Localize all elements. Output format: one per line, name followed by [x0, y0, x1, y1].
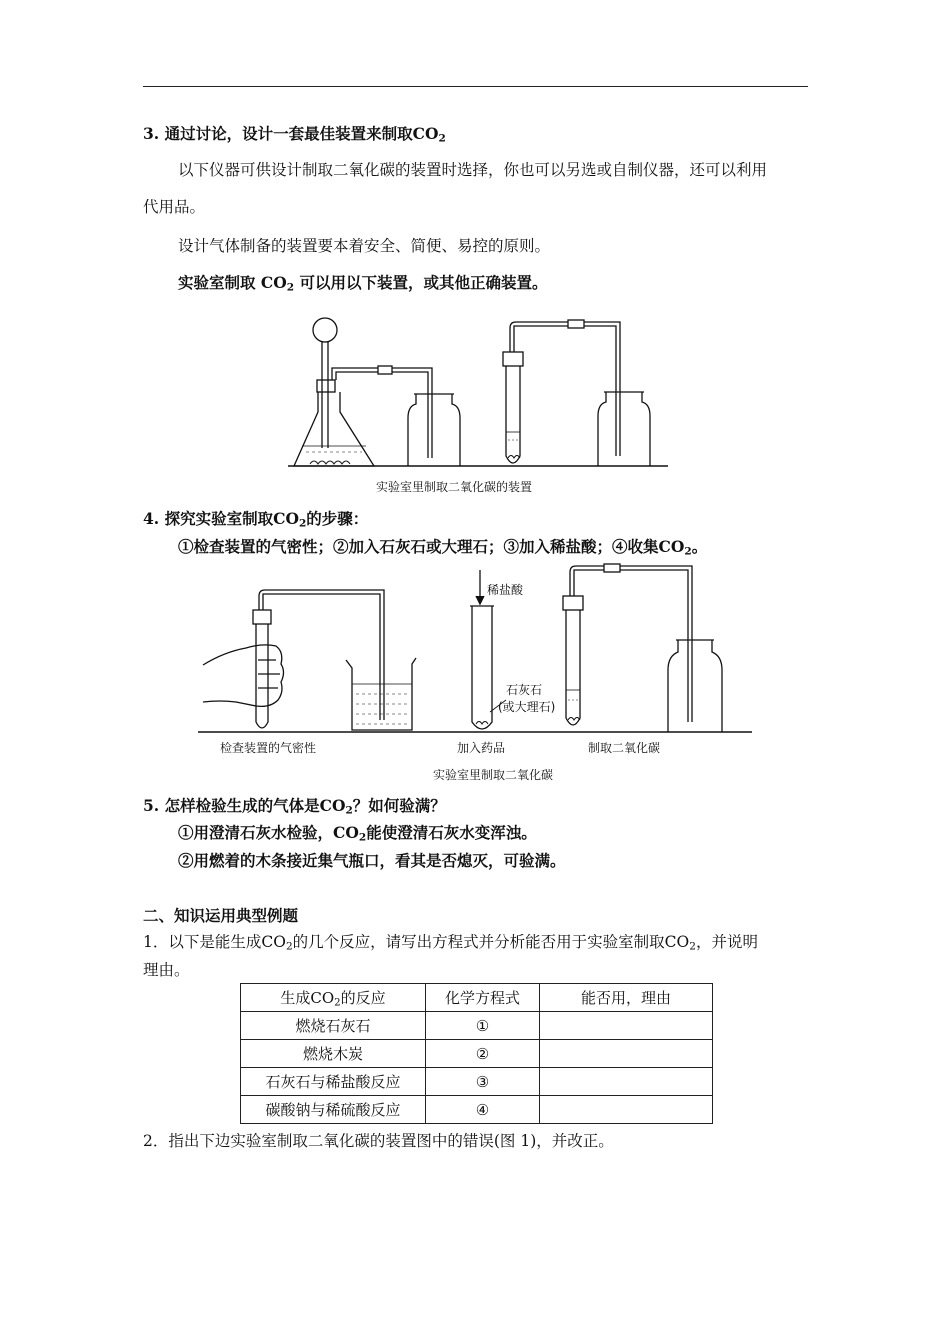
figure-1-caption: 实验室里制取二氧化碳的装置	[375, 480, 533, 494]
section-5-answer-2: ②用燃着的木条接近集气瓶口，看其是否熄灭，可验满。	[178, 851, 566, 870]
header-usable-reason: 能否用，理由	[540, 984, 713, 1012]
section-4-title: 4. 探究实验室制取$CO_2$的步骤：	[143, 509, 369, 530]
reaction-cell: 燃烧木炭	[241, 1040, 426, 1068]
reason-cell[interactable]	[540, 1040, 713, 1068]
question-2: 2．指出下边实验室制取二氧化碳的装置图中的错误(图 1)，并改正。	[143, 1132, 614, 1150]
table-header-row	[241, 984, 713, 1012]
caption-produce-co2: 制取二氧化碳	[587, 741, 661, 755]
caption-check-airtightness: 检查装置的气密性	[219, 741, 317, 755]
section-3-para1: 以下仪器可供设计制取二氧化碳的装置时选择，你也可以另选或自制仪器，还可以利用	[178, 161, 768, 179]
equation-cell[interactable]: ③	[426, 1068, 540, 1096]
table-row	[241, 1068, 713, 1096]
caption-add-reagent: 加入药品	[456, 741, 506, 755]
section-3-para2: 设计气体制备的装置要本着安全、简便、易控的原则。	[178, 237, 551, 255]
question-1: 1．以下是能生成$CO_2$的几个反应，请写出方程式并分析能否用于实验室制取$CO_2$，并说明	[143, 933, 758, 953]
header-reaction: 生成$CO_2$的反应	[241, 984, 426, 1012]
section-5-title: 5. 怎样检验生成的气体是$CO_2$？如何验满？	[143, 796, 446, 817]
stone-label-1: 石灰石	[506, 683, 543, 697]
equation-cell[interactable]: ②	[426, 1040, 540, 1068]
section-3-para1-cont: 代用品。	[143, 198, 206, 216]
test-tube-icon	[253, 590, 384, 728]
section-3-para3: 实验室制取 $CO_2$ 可以用以下装置，或其他正确装置。	[178, 273, 548, 294]
reason-cell[interactable]	[540, 1012, 713, 1040]
reaction-cell: 碳酸钠与稀硫酸反应	[241, 1096, 426, 1124]
reaction-cell: 石灰石与稀盐酸反应	[241, 1068, 426, 1096]
section-3-title: 3. 通过讨论，设计一套最佳装置来制取$CO_2$	[143, 124, 446, 145]
section-4-steps: ①检查装置的气密性；②加入石灰石或大理石；③加入稀盐酸；④收集$CO_2$。	[178, 537, 708, 558]
section-5-answer-1: ①用澄清石灰水检验，$CO_2$能使澄清石灰水变浑浊。	[178, 823, 537, 844]
header-equation: 化学方程式	[426, 984, 540, 1012]
acid-label: 稀盐酸	[487, 583, 524, 597]
beaker-icon	[346, 658, 416, 730]
figure-2-caption: 实验室里制取二氧化碳	[432, 768, 554, 782]
equation-cell[interactable]: ④	[426, 1096, 540, 1124]
test-tube-icon	[563, 564, 692, 725]
arrow-down-icon	[476, 570, 484, 604]
hand-icon	[203, 645, 284, 707]
part-2-heading: 二、知识运用典型例题	[143, 906, 299, 925]
reason-cell[interactable]	[540, 1068, 713, 1096]
table-row	[241, 1096, 713, 1124]
reason-cell[interactable]	[540, 1096, 713, 1124]
table-row	[241, 1040, 713, 1068]
reaction-cell: 燃烧石灰石	[241, 1012, 426, 1040]
equation-cell[interactable]: ①	[426, 1012, 540, 1040]
question-1-cont: 理由。	[143, 961, 190, 979]
reaction-table	[240, 983, 713, 1124]
table-row	[241, 1012, 713, 1040]
stone-label-2: (或大理石)	[498, 700, 556, 714]
gas-jar-icon	[668, 640, 722, 732]
